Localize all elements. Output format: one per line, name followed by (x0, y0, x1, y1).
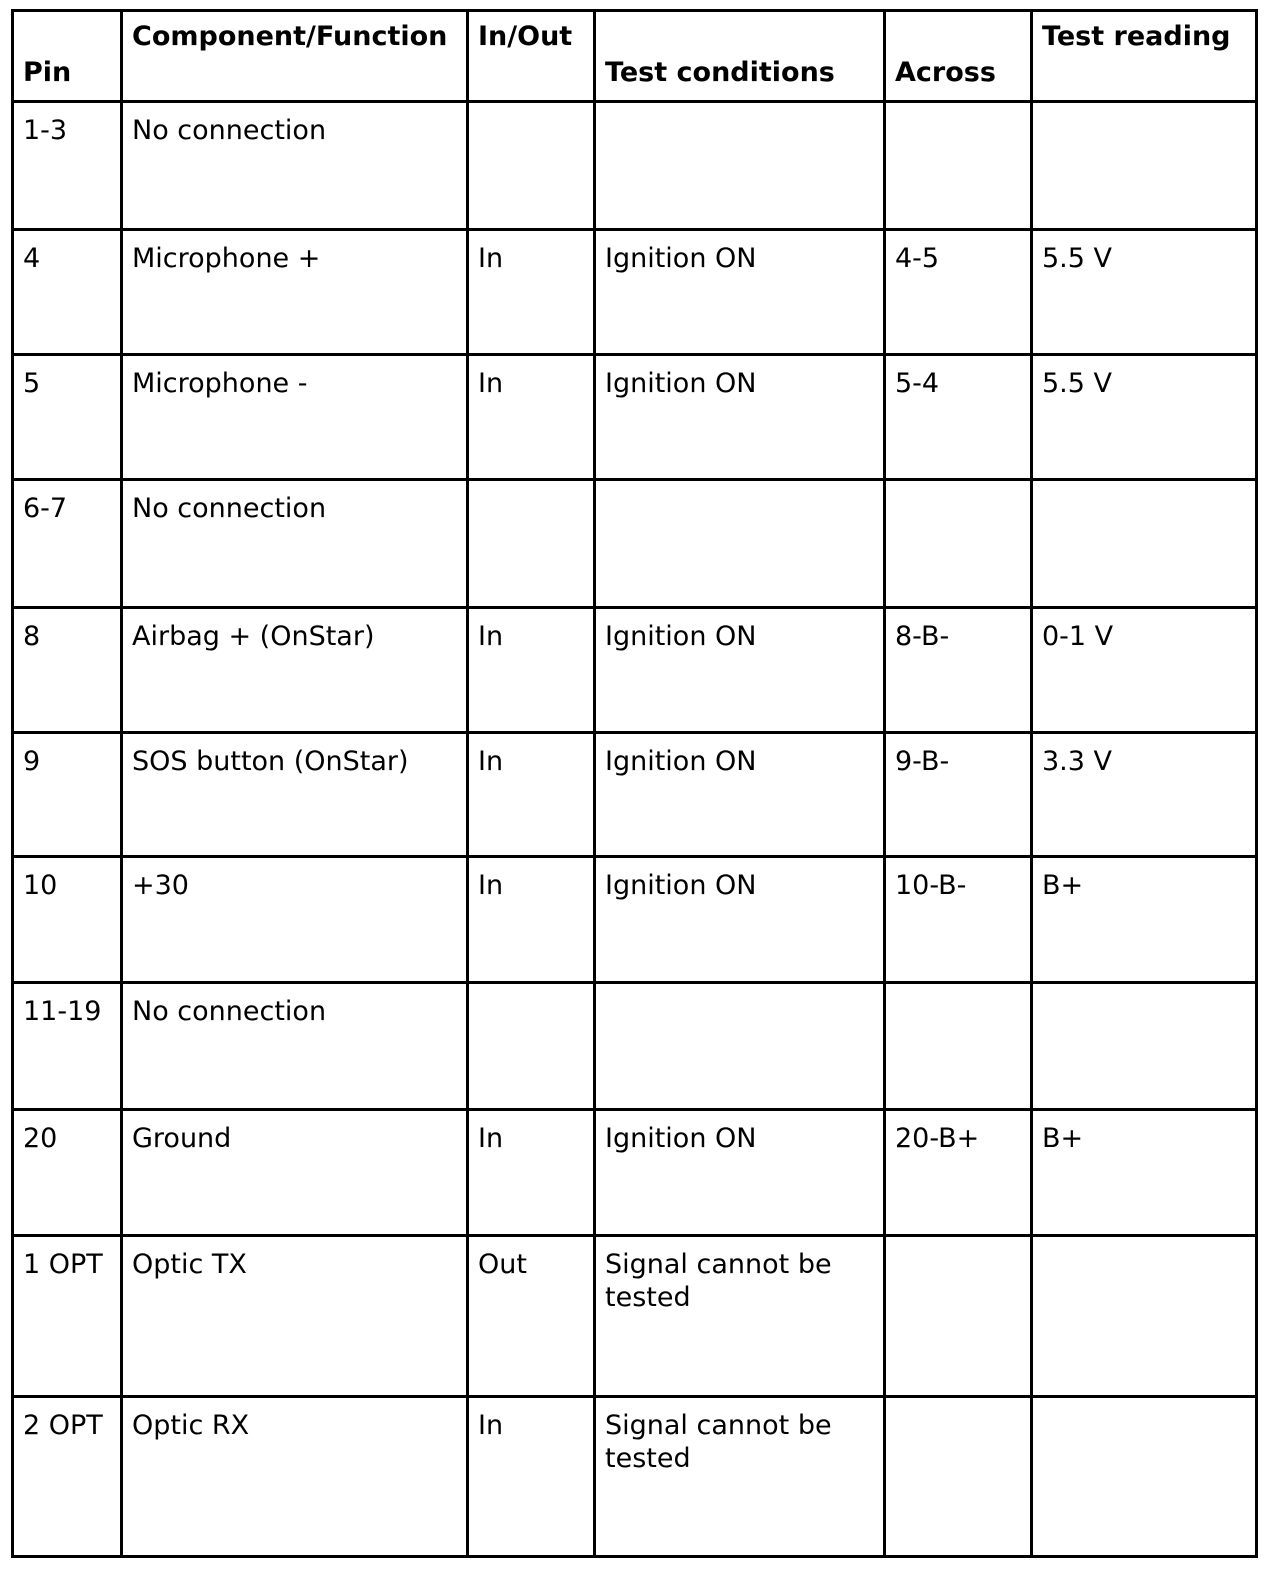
cell-test-reading (1032, 102, 1257, 230)
cell-test-conditions (595, 983, 885, 1110)
cell-test-conditions: Ignition ON (595, 230, 885, 355)
cell-across (885, 102, 1032, 230)
table-row (13, 230, 1257, 355)
cell-in-out: Out (468, 1236, 595, 1397)
cell-across: 4-5 (885, 230, 1032, 355)
cell-test-reading: 5.5 V (1032, 355, 1257, 480)
header-test-reading: Test reading (1032, 11, 1257, 102)
cell-in-out: In (468, 608, 595, 733)
cell-test-reading (1032, 1236, 1257, 1397)
cell-test-reading: B+ (1032, 1110, 1257, 1236)
cell-component: Microphone + (122, 230, 468, 355)
cell-pin: 6-7 (13, 480, 122, 608)
header-across: Across (885, 11, 1032, 102)
cell-in-out: In (468, 1397, 595, 1557)
cell-test-reading: 0-1 V (1032, 608, 1257, 733)
cell-in-out (468, 983, 595, 1110)
cell-test-reading: 5.5 V (1032, 230, 1257, 355)
cell-in-out: In (468, 733, 595, 857)
pin-assignment-table (11, 9, 1258, 1558)
cell-component: Ground (122, 1110, 468, 1236)
header-pin: Pin (13, 11, 122, 102)
table-row (13, 1397, 1257, 1557)
table-row (13, 1236, 1257, 1397)
cell-pin: 20 (13, 1110, 122, 1236)
cell-in-out: In (468, 1110, 595, 1236)
cell-pin: 2 OPT (13, 1397, 122, 1557)
cell-pin: 1-3 (13, 102, 122, 230)
cell-in-out: In (468, 857, 595, 983)
cell-across (885, 983, 1032, 1110)
table-row (13, 733, 1257, 857)
header-component: Component/Function (122, 11, 468, 102)
cell-in-out (468, 480, 595, 608)
table-row (13, 102, 1257, 230)
cell-component: No connection (122, 480, 468, 608)
table-row (13, 857, 1257, 983)
table-row (13, 480, 1257, 608)
cell-component: Optic RX (122, 1397, 468, 1557)
cell-test-reading (1032, 983, 1257, 1110)
cell-test-conditions: Signal cannot be tested (595, 1236, 885, 1397)
cell-in-out: In (468, 355, 595, 480)
cell-in-out: In (468, 230, 595, 355)
cell-test-conditions (595, 102, 885, 230)
cell-pin: 9 (13, 733, 122, 857)
table-row (13, 608, 1257, 733)
cell-test-conditions: Signal cannot be tested (595, 1397, 885, 1557)
cell-test-reading: B+ (1032, 857, 1257, 983)
cell-pin: 5 (13, 355, 122, 480)
cell-across (885, 480, 1032, 608)
table-row (13, 983, 1257, 1110)
cell-test-reading (1032, 1397, 1257, 1557)
cell-in-out (468, 102, 595, 230)
cell-pin: 11-19 (13, 983, 122, 1110)
cell-across: 8-B- (885, 608, 1032, 733)
cell-test-reading: 3.3 V (1032, 733, 1257, 857)
cell-across: 20-B+ (885, 1110, 1032, 1236)
header-test-conditions: Test conditions (595, 11, 885, 102)
cell-component: No connection (122, 102, 468, 230)
cell-test-conditions: Ignition ON (595, 355, 885, 480)
cell-component: +30 (122, 857, 468, 983)
header-in-out: In/Out (468, 11, 595, 102)
cell-across: 9-B- (885, 733, 1032, 857)
cell-across: 5-4 (885, 355, 1032, 480)
cell-component: Microphone - (122, 355, 468, 480)
cell-test-conditions (595, 480, 885, 608)
cell-test-conditions: Ignition ON (595, 733, 885, 857)
cell-test-conditions: Ignition ON (595, 1110, 885, 1236)
cell-component: No connection (122, 983, 468, 1110)
table-row (13, 1110, 1257, 1236)
cell-test-conditions: Ignition ON (595, 857, 885, 983)
table-body (13, 102, 1257, 1557)
table-row (13, 355, 1257, 480)
cell-component: SOS button (OnStar) (122, 733, 468, 857)
cell-across (885, 1236, 1032, 1397)
cell-pin: 8 (13, 608, 122, 733)
table-header-row (13, 11, 1257, 102)
cell-component: Optic TX (122, 1236, 468, 1397)
cell-test-reading (1032, 480, 1257, 608)
cell-across (885, 1397, 1032, 1557)
cell-pin: 4 (13, 230, 122, 355)
cell-component: Airbag + (OnStar) (122, 608, 468, 733)
cell-pin: 1 OPT (13, 1236, 122, 1397)
cell-test-conditions: Ignition ON (595, 608, 885, 733)
cell-pin: 10 (13, 857, 122, 983)
cell-across: 10-B- (885, 857, 1032, 983)
